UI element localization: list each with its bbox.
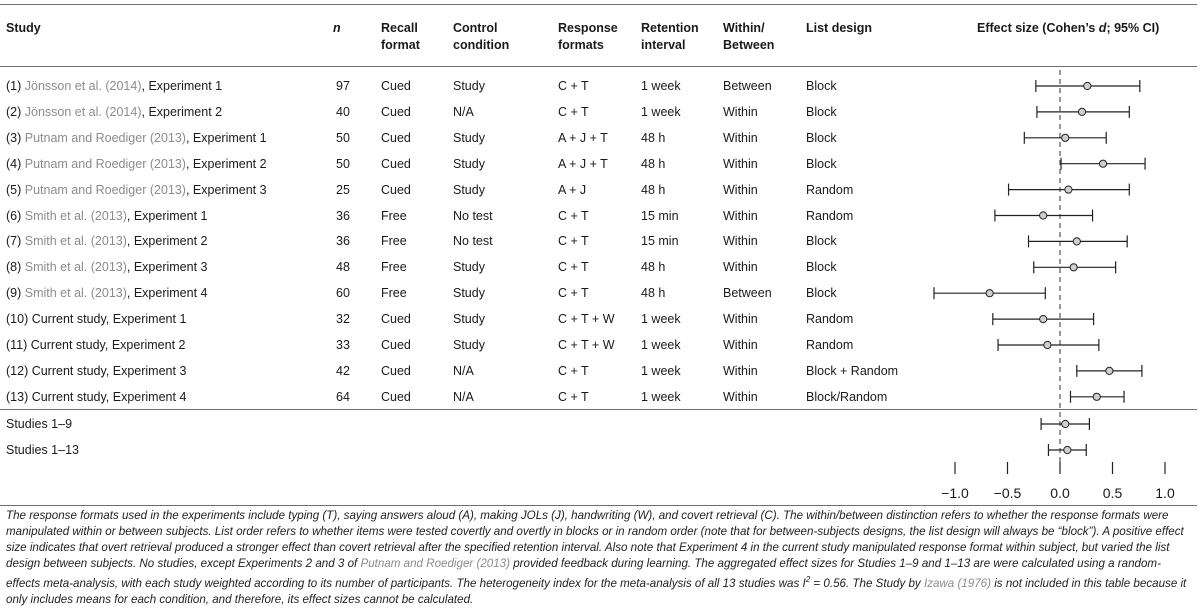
- cell-interval: 48 h: [641, 260, 666, 275]
- cell-formats: C + T + W: [558, 338, 615, 352]
- cell-formats: A + J + T: [558, 130, 608, 145]
- study-author-link[interactable]: Smith et al. (2013): [24, 208, 127, 223]
- cell-n: 48: [336, 260, 350, 275]
- study-author-link[interactable]: Putnam and Roediger (2013): [24, 156, 186, 171]
- cell-study: [6, 233, 207, 249]
- study-experiment: , Experiment 4: [126, 286, 208, 301]
- cell-recall: Free: [381, 260, 407, 275]
- header-recall-line1: Recall: [381, 21, 418, 35]
- cell-recall: Cued: [381, 338, 411, 352]
- cell-within-between: Between: [723, 286, 772, 301]
- cell-formats: C + T: [558, 208, 589, 223]
- header-retention-line2: interval: [641, 38, 686, 52]
- x-tick-label: −1.0: [941, 485, 969, 501]
- cell-n: 40: [336, 104, 350, 119]
- cell-interval: 15 min: [641, 208, 679, 223]
- study-number: (9): [6, 286, 25, 301]
- cell-control: Study: [453, 286, 485, 301]
- header-response-formats: [558, 20, 618, 54]
- cell-study: [6, 337, 185, 353]
- cell-formats: C + T: [558, 389, 589, 404]
- cell-list-design: Random: [806, 312, 854, 327]
- study-number: (4): [6, 156, 25, 171]
- header-retention-line1: Retention: [641, 21, 699, 35]
- cell-control: No test: [453, 208, 493, 223]
- cell-formats: A + J + T: [558, 156, 608, 171]
- cell-within-between: Within: [723, 389, 758, 404]
- study-author-link[interactable]: Smith et al. (2013): [24, 260, 127, 275]
- study-4-point: [1099, 160, 1106, 167]
- cell-n: 60: [336, 286, 350, 301]
- header-within-line1: Within/: [723, 21, 765, 35]
- cell-control: Study: [453, 182, 485, 197]
- cell-recall: Cued: [381, 389, 411, 404]
- table-bottom-rule: [0, 505, 1197, 506]
- caption-part-1: The response formats used in the experiments include typing (T), saying answers aloud (A), making JOLs (J), handwriting (W), and covert retrieval (C). The within/between distinction refers to whether the response formats were manipulated within or between subjects. List order refers to whether items were tested covertly and overtly in blocks or in random order (note that for between-subjects designs, the list design will always be “block”). A positive effect size indicates that overt retrieval produced a stronger effect than covert retrieval after the specified retention interval. Also note that Experiment 4 in the current study manipulated response format within subject, but varied the list design between subjects. No studies, except Experiments 2 and 3 of: [6, 509, 1184, 571]
- study-1-point: [1084, 82, 1091, 89]
- cell-list-design: Block + Random: [806, 363, 899, 378]
- header-effect-pre: Effect size (Cohen’s: [977, 21, 1099, 35]
- summary-label: Studies 1–13: [6, 443, 79, 457]
- cell-study: [6, 78, 222, 94]
- cell-interval: 48 h: [641, 286, 666, 301]
- study-number: (10) Current study, Experiment 1: [6, 312, 187, 327]
- cell-within-between: Within: [723, 312, 758, 327]
- cell-interval: 1 week: [641, 104, 681, 119]
- study-number: (6): [6, 208, 25, 223]
- cell-study: [6, 156, 267, 172]
- header-response-line2: formats: [558, 38, 604, 52]
- cell-list-design: Random: [806, 338, 854, 352]
- cell-recall: Cued: [381, 182, 411, 197]
- cell-list-design: Random: [806, 208, 854, 223]
- header-list-design: List design: [806, 21, 872, 35]
- x-tick-label: 0.0: [1050, 485, 1070, 501]
- cell-within-between: Within: [723, 156, 758, 171]
- header-within-between: [723, 20, 774, 54]
- cell-n: 36: [336, 208, 350, 223]
- cell-study: [6, 363, 186, 379]
- cell-formats: C + T: [558, 260, 589, 275]
- summary-divider-rule: [0, 409, 1197, 410]
- cell-within-between: Within: [723, 338, 758, 352]
- study-author-link[interactable]: Jönsson et al. (2014): [24, 104, 142, 119]
- study-13-point: [1093, 393, 1100, 400]
- study-9-point: [986, 290, 993, 297]
- header-recall-format: [381, 20, 420, 54]
- header-control-condition: [453, 20, 509, 54]
- cell-n: 33: [336, 338, 350, 352]
- study-number: (13) Current study, Experiment 4: [6, 389, 187, 404]
- cell-n: 64: [336, 389, 350, 404]
- study-experiment: , Experiment 1: [185, 130, 267, 145]
- header-effect-post: ; 95% CI): [1106, 21, 1160, 35]
- cell-interval: 15 min: [641, 234, 679, 249]
- cell-within-between: Within: [723, 363, 758, 378]
- cell-list-design: Block: [806, 234, 837, 249]
- header-within-line2: Between: [723, 38, 775, 52]
- cell-n: 25: [336, 182, 350, 197]
- cell-control: Study: [453, 260, 485, 275]
- cell-interval: 1 week: [641, 389, 681, 404]
- cell-interval: 1 week: [641, 79, 681, 93]
- header-effect-size: [977, 20, 1159, 37]
- cell-list-design: Block: [806, 286, 837, 301]
- cell-list-design: Random: [806, 182, 854, 197]
- caption-link-putnam[interactable]: Putnam and Roediger (2013): [360, 557, 510, 571]
- cell-interval: 48 h: [641, 182, 666, 197]
- cell-control: Study: [453, 79, 485, 93]
- cell-within-between: Within: [723, 104, 758, 119]
- study-author-link[interactable]: Smith et al. (2013): [24, 234, 127, 249]
- cell-formats: A + J: [558, 182, 587, 197]
- cell-within-between: Within: [723, 182, 758, 197]
- cell-list-design: Block: [806, 130, 837, 145]
- header-response-line1: Response: [558, 21, 618, 35]
- cell-list-design: Block/Random: [806, 389, 888, 404]
- study-experiment: , Experiment 1: [126, 208, 208, 223]
- study-experiment: , Experiment 2: [126, 234, 208, 249]
- cell-n: 36: [336, 234, 350, 249]
- cell-n: 32: [336, 312, 350, 327]
- study-author-link[interactable]: Jönsson et al. (2014): [24, 79, 142, 93]
- study-experiment: , Experiment 2: [185, 156, 267, 171]
- study-number: (11) Current study, Experiment 2: [6, 338, 186, 352]
- study-8-point: [1070, 264, 1077, 271]
- header-study: Study: [6, 21, 41, 35]
- study-number: (12) Current study, Experiment 3: [6, 363, 187, 378]
- cell-n: 42: [336, 363, 350, 378]
- cell-formats: C + T: [558, 104, 589, 119]
- cell-control: Study: [453, 338, 485, 352]
- cell-control: Study: [453, 312, 485, 327]
- header-retention-interval: [641, 20, 699, 54]
- caption-part-4: is not included in this table because it only includes means for each condition, and therefore, its effect sizes cannot be calculated.: [6, 577, 1187, 607]
- cell-n: 50: [336, 130, 350, 145]
- study-number: (7): [6, 234, 25, 249]
- cell-n: 50: [336, 156, 350, 171]
- cell-recall: Free: [381, 234, 407, 249]
- caption-link-izawa[interactable]: Izawa (1976): [923, 577, 991, 591]
- study-10-point: [1040, 316, 1047, 323]
- study-experiment: , Experiment 3: [185, 182, 267, 197]
- cell-formats: C + T: [558, 234, 589, 249]
- cell-recall: Cued: [381, 130, 411, 145]
- study-7-point: [1073, 238, 1080, 245]
- study-experiment: , Experiment 3: [126, 260, 208, 275]
- x-tick-label: 0.5: [1102, 485, 1123, 501]
- cell-interval: 1 week: [641, 312, 681, 327]
- cell-control: N/A: [453, 389, 474, 404]
- cell-within-between: Within: [723, 234, 758, 249]
- cell-study: [6, 104, 222, 120]
- cell-recall: Free: [381, 208, 407, 223]
- table-caption: [6, 508, 1194, 608]
- study-2-point: [1078, 108, 1085, 115]
- study-experiment: , Experiment 2: [141, 104, 223, 119]
- study-author-link[interactable]: Putnam and Roediger (2013): [24, 182, 186, 197]
- cell-recall: Cued: [381, 363, 411, 378]
- table-top-rule: [0, 4, 1197, 5]
- cell-list-design: Block: [806, 104, 837, 119]
- cell-formats: C + T + W: [558, 312, 615, 327]
- study-6-point: [1040, 212, 1047, 219]
- cell-list-design: Block: [806, 260, 837, 275]
- cell-list-design: Block: [806, 79, 837, 93]
- cell-interval: 48 h: [641, 156, 666, 171]
- cell-study: [6, 285, 207, 301]
- cell-within-between: Within: [723, 130, 758, 145]
- study-number: (8): [6, 260, 25, 275]
- x-tick-label: −0.5: [993, 485, 1022, 501]
- summary-label: Studies 1–9: [6, 417, 73, 431]
- cell-study: [6, 389, 186, 405]
- cell-study: [6, 208, 207, 224]
- cell-control: N/A: [453, 104, 474, 119]
- study-experiment: , Experiment 1: [141, 79, 223, 93]
- cell-control: Study: [453, 156, 485, 171]
- summary-2-point: [1064, 446, 1071, 453]
- header-n: [333, 20, 341, 37]
- header-effect-d: d: [1098, 21, 1107, 35]
- header-n-text: n: [333, 21, 341, 35]
- caption-part-2: provided feedback during learning. The aggregated effect sizes for Studies 1–9 and 1–13 are were calculated using a random-effects meta-analysis, with each study weighted according to its number of participants. The heterogeneity index for the meta-analysis of all 13 studies was I: [6, 557, 1161, 591]
- caption-superscript: 2: [805, 575, 811, 585]
- header-bottom-rule: [0, 66, 1197, 67]
- cell-study: [6, 311, 186, 327]
- cell-n: 97: [336, 79, 350, 93]
- cell-control: Study: [453, 130, 485, 145]
- cell-list-design: Block: [806, 156, 837, 171]
- cell-recall: Free: [381, 286, 407, 301]
- study-number: (5): [6, 182, 25, 197]
- study-3-point: [1062, 134, 1069, 141]
- cell-within-between: Between: [723, 79, 772, 93]
- header-recall-line2: format: [381, 38, 420, 52]
- summary-1-point: [1062, 420, 1069, 427]
- cell-study: [6, 130, 267, 146]
- cell-formats: C + T: [558, 286, 589, 301]
- study-number: (1): [6, 79, 25, 93]
- study-12-point: [1106, 367, 1113, 374]
- cell-control: No test: [453, 234, 493, 249]
- cell-recall: Cued: [381, 79, 411, 93]
- study-5-point: [1065, 186, 1072, 193]
- cell-formats: C + T: [558, 363, 589, 378]
- study-number: (3): [6, 130, 25, 145]
- header-control-line2: condition: [453, 38, 510, 52]
- cell-interval: 48 h: [641, 130, 666, 145]
- study-number: (2): [6, 104, 25, 119]
- cell-study: [6, 182, 267, 198]
- study-author-link[interactable]: Putnam and Roediger (2013): [24, 130, 186, 145]
- cell-control: N/A: [453, 363, 474, 378]
- cell-recall: Cued: [381, 104, 411, 119]
- cell-interval: 1 week: [641, 338, 681, 352]
- study-11-point: [1044, 341, 1051, 348]
- cell-interval: 1 week: [641, 363, 681, 378]
- header-control-line1: Control: [453, 21, 498, 35]
- cell-recall: Cued: [381, 156, 411, 171]
- x-tick-label: 1.0: [1155, 485, 1175, 501]
- cell-within-between: Within: [723, 260, 758, 275]
- cell-formats: C + T: [558, 79, 589, 93]
- cell-recall: Cued: [381, 312, 411, 327]
- study-author-link[interactable]: Smith et al. (2013): [24, 286, 127, 301]
- caption-part-3: = 0.56. The Study by: [810, 577, 924, 591]
- cell-within-between: Within: [723, 208, 758, 223]
- cell-study: [6, 259, 207, 275]
